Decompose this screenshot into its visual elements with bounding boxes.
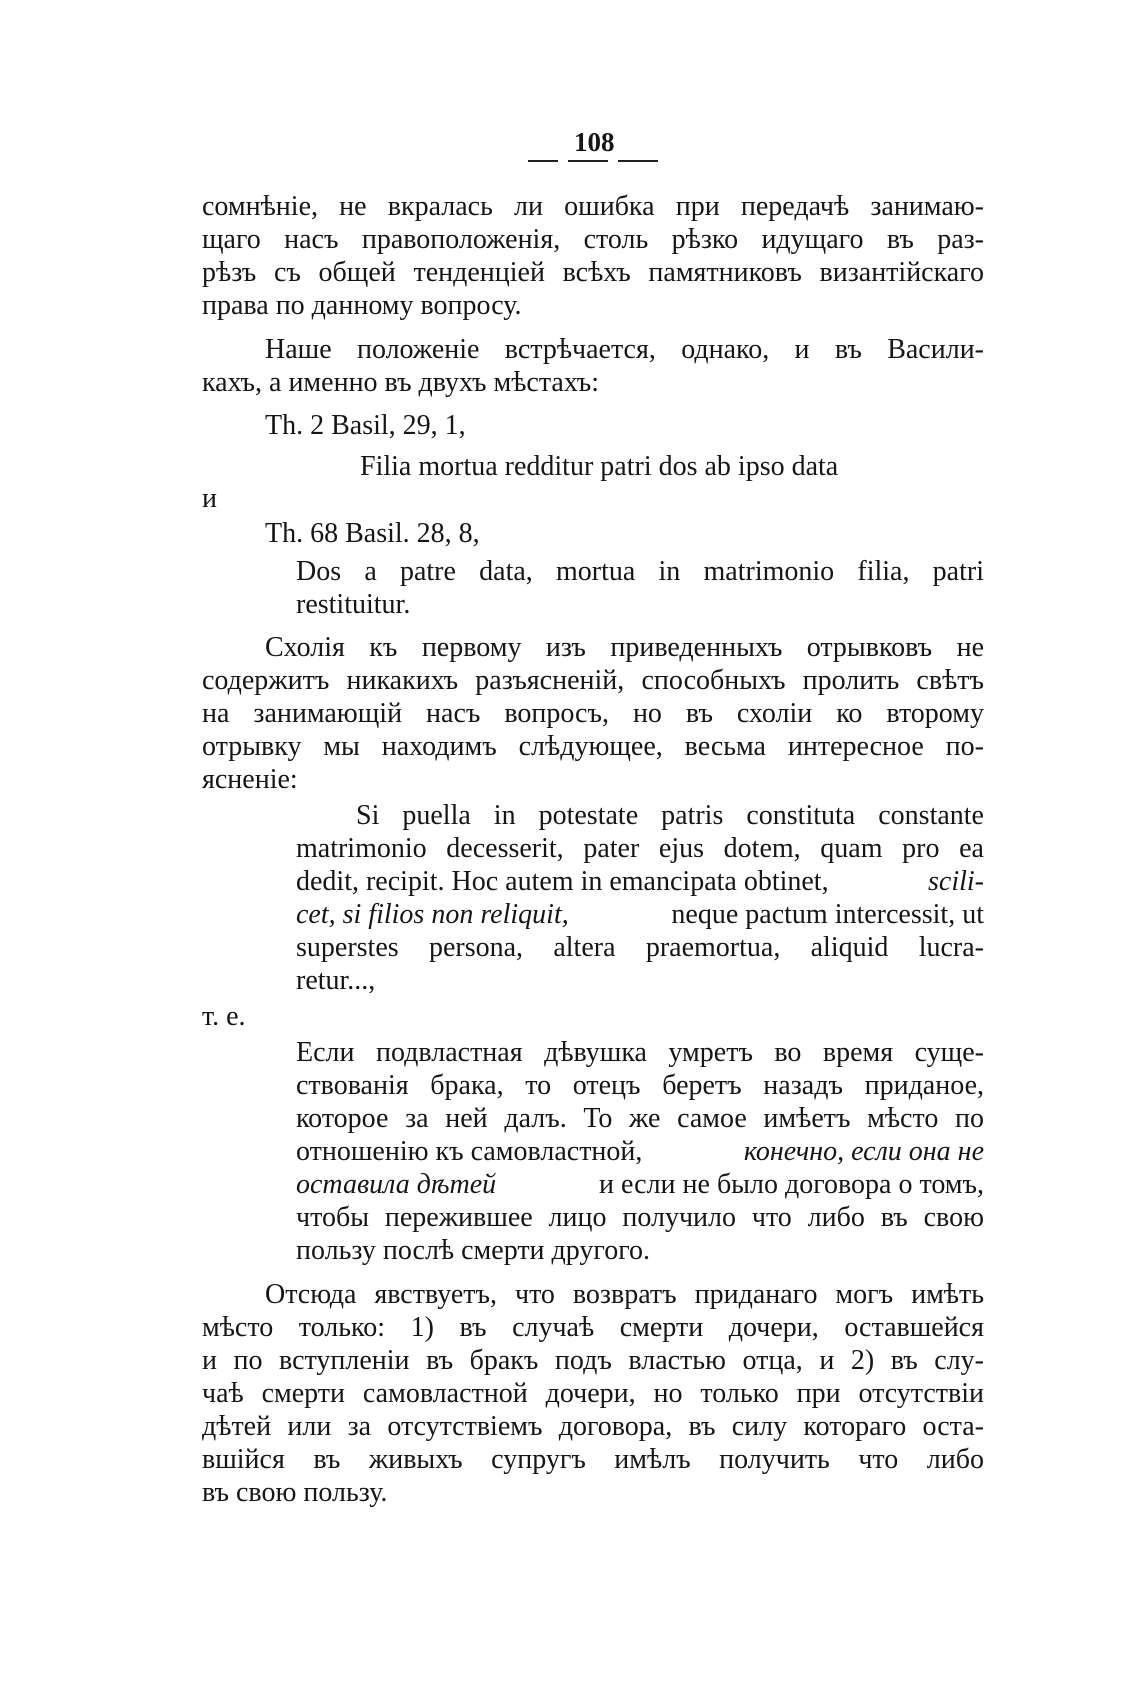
latin-scholion-line: superstes persona, altera praemortua, aliquid lucra- bbox=[296, 932, 984, 963]
paragraph-line: права по данному вопросу. bbox=[202, 290, 522, 321]
translation-line: пользу послѣ смерти другого. bbox=[296, 1235, 650, 1266]
paragraph-line: сомнѣніе, не вкралась ли ошибка при передачѣ занимаю- bbox=[202, 191, 984, 222]
translation-line: которое за ней далъ. То же самое имѣетъ мѣсто по bbox=[296, 1103, 984, 1134]
paragraph-line: и по вступленіи въ бракъ подъ властью отца, и 2) въ слу- bbox=[202, 1345, 984, 1376]
paragraph-line: отрывку мы находимъ слѣдующее, весьма интересное по- bbox=[202, 731, 984, 762]
paragraph-line: Наше положеніе встрѣчается, однако, и въ Васили- bbox=[265, 334, 984, 365]
paragraph-line: вшійся въ живыхъ супругъ имѣлъ получить что либо bbox=[202, 1444, 984, 1475]
paragraph-line: содержитъ никакихъ разъясненій, способныхъ пролить свѣтъ bbox=[202, 665, 984, 696]
paragraph-line: Схолія къ первому изъ приведенныхъ отрывковъ не bbox=[265, 632, 984, 663]
page-number-rule bbox=[618, 160, 658, 162]
translation-line: чтобы пережившее лицо получило что либо въ свою bbox=[296, 1202, 984, 1233]
paragraph-line: въ свою пользу. bbox=[202, 1477, 388, 1508]
paragraph-line: рѣзъ съ общей тенденціей всѣхъ памятниковъ византійскаго bbox=[202, 257, 984, 288]
latin-text: neque pactum intercessit, ut bbox=[671, 899, 984, 930]
paragraph-line: на занимающій насъ вопросъ, но въ схоліи ко второму bbox=[202, 698, 984, 729]
latin-quote: Filia mortua redditur patri dos ab ipso data bbox=[360, 451, 839, 482]
paragraph-line: дѣтей или за отсутствіемъ договора, въ силу котораго оста- bbox=[202, 1411, 984, 1442]
latin-scholion-line bbox=[296, 898, 984, 932]
citation-reference: Th. 68 Basil. 28, 8, bbox=[265, 518, 480, 549]
translation-line bbox=[296, 1168, 984, 1202]
citation-reference: Th. 2 Basil, 29, 1, bbox=[265, 410, 466, 441]
translation-line: ствованія брака, то отецъ беретъ назадъ приданое, bbox=[296, 1070, 984, 1101]
latin-quote: Dos a patre data, mortua in matrimonio filia, patri bbox=[296, 556, 984, 587]
paragraph-line: ясненіе: bbox=[202, 764, 298, 795]
latin-emphasis: cet, si filios non reliquit, bbox=[296, 899, 569, 930]
translation-text: отношенію къ самовластной, bbox=[296, 1136, 643, 1167]
page-number-rule bbox=[568, 160, 608, 162]
latin-scholion-line: Si puella in potestate patris constituta constante bbox=[356, 800, 984, 831]
translation-text: и если не было договора о томъ, bbox=[599, 1169, 984, 1200]
translation-emphasis: конечно, если она не bbox=[743, 1136, 984, 1167]
latin-text: dedit, recipit. Hoc autem in emancipata obtinet, bbox=[296, 866, 829, 897]
paragraph-line: Отсюда явствуетъ, что возвратъ приданаго могъ имѣть bbox=[265, 1279, 984, 1310]
abbreviation-te: т. е. bbox=[202, 1001, 246, 1032]
latin-scholion-line: matrimonio decesserit, pater ejus dotem, quam pro ea bbox=[296, 833, 984, 864]
conjunction: и bbox=[202, 483, 217, 514]
paragraph-line: мѣсто только: 1) въ случаѣ смерти дочери, оставшейся bbox=[202, 1312, 984, 1343]
paragraph-line: чаѣ смерти самовластной дочери, но только при отсутствіи bbox=[202, 1378, 984, 1409]
translation-line bbox=[296, 1135, 984, 1169]
page-number-rule bbox=[528, 160, 558, 162]
paragraph-line: кахъ, а именно въ двухъ мѣстахъ: bbox=[202, 367, 600, 398]
latin-scholion-line: retur..., bbox=[296, 965, 376, 996]
page-number: 108 bbox=[574, 127, 615, 157]
translation-line: Если подвластная дѣвушка умретъ во время суще- bbox=[296, 1037, 984, 1068]
latin-scholion-line bbox=[296, 865, 984, 899]
latin-emphasis: scili- bbox=[928, 866, 984, 897]
latin-quote: restituitur. bbox=[296, 589, 411, 620]
translation-emphasis: оставила дѣтей bbox=[296, 1169, 497, 1200]
paragraph-line: щаго насъ правоположенія, столь рѣзко идущаго въ раз- bbox=[202, 224, 984, 255]
